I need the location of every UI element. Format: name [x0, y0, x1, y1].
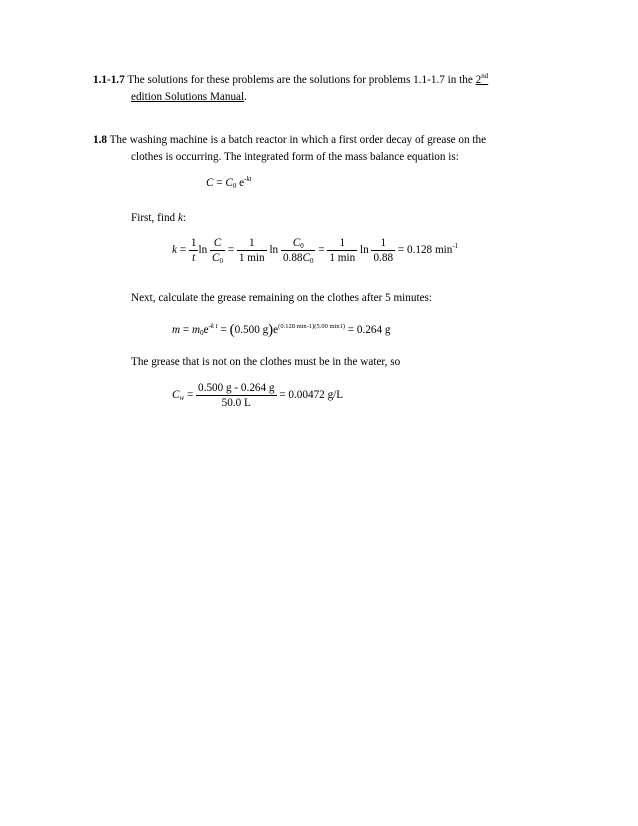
section-2-text-1: The washing machine is a batch reactor in which a first order decay of grease on the	[109, 134, 487, 146]
next-calc-text: Next, calculate the grease remaining on the clothes after 5 minutes:	[131, 292, 433, 304]
section-1-line-1	[93, 72, 488, 88]
equation-decay: $C = C_0$ $e^{-kt}$	[206, 175, 252, 190]
section-2-line-2	[131, 149, 459, 165]
grease-water-text: The grease that is not on the clothes must be in the water, so	[131, 356, 401, 368]
first-find-text: First, find k:	[131, 212, 187, 224]
section-2-line-1	[93, 132, 486, 148]
edition-number: 2nd	[475, 72, 489, 86]
equation-water-conc: $C_w$ = $\frac{0.500 g - 0.264 g}{50.0 L}$ = 0.00472 g/L	[172, 382, 344, 409]
section-2-text-2: clothes is occurring. The integrated form of the mass balance equation is:	[131, 151, 459, 163]
equation-mass: $m = m_0e^{-k t} = (0.500$ $g)e^{(0.128 min-1)(5.00 min1)} = 0.264$ g	[172, 322, 391, 338]
solutions-manual-link: edition Solutions Manual	[131, 91, 245, 103]
section-1-label: 1.1-1.7	[93, 74, 125, 86]
equation-k: k = $\frac{1}{t}$ ln $\frac{C}{C_0}$ = $\frac{1}{1 \min}$ ln $\frac{C_0}{0.88C_0}$ = $\frac{1}{1 \min}$ ln $\frac{1}{0.88}$ = 0.128 $\min^{-1}$	[172, 237, 459, 265]
section-2-label: 1.8	[93, 134, 107, 146]
section-1-line-2: edition Solutions Manual.	[131, 91, 247, 103]
section-1-text-1: The solutions for these problems are the solutions for problems 1.1-1.7 in the	[127, 74, 473, 86]
